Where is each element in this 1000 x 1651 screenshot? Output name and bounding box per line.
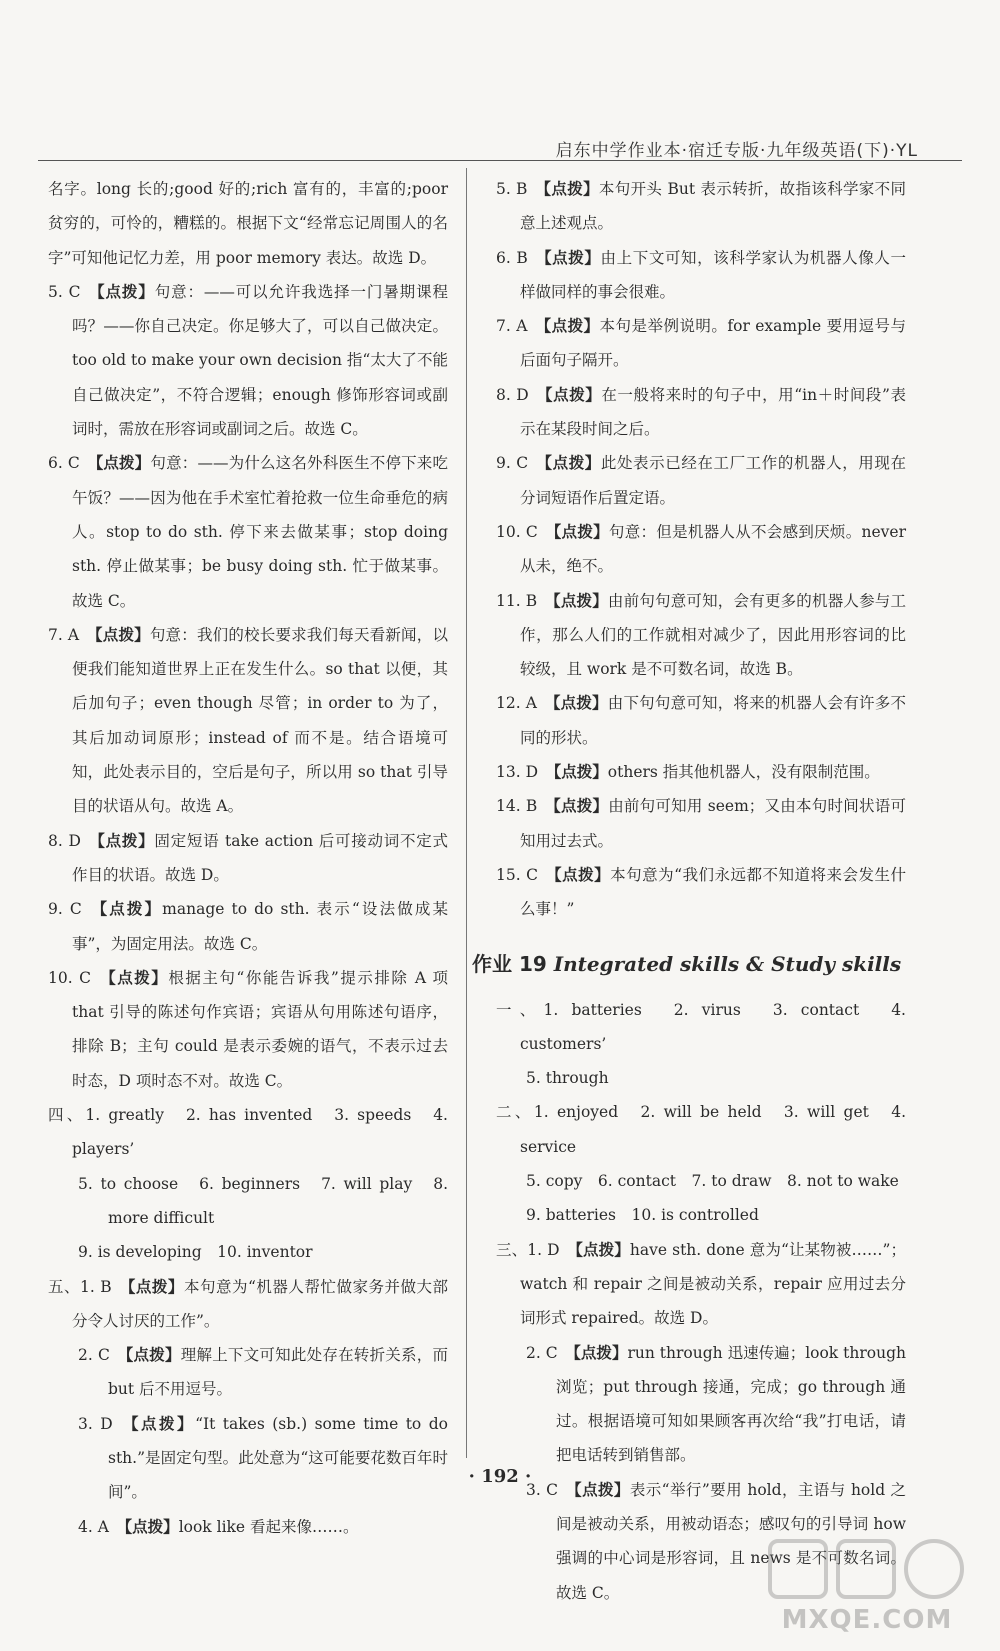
answer-item (496, 241, 906, 310)
hint-tag: 【点拨】 (567, 1240, 630, 1259)
answer-text: 本句意为“机器人帮忙做家务并做大部分令人讨厌的工作”。 (72, 1277, 448, 1330)
answer-number: 2. C (78, 1346, 110, 1365)
hint-tag: 【点拨】 (98, 968, 169, 987)
answer-item (496, 1164, 906, 1198)
answer-number: 7. A (48, 625, 80, 644)
answer-item (496, 993, 906, 1062)
answer-text: 句意：——为什么这名外科医生不停下来吃午饭？——因为他在手术室忙着抢救一位生命垂危的病人。stop to do sth. 停下来去做某事；stop doing sth. 停止做某事；be busy doing sth. 忙于做某事。故选 C。 (72, 454, 448, 610)
answer-item (496, 1061, 906, 1095)
answer-text: 表示“举行”要用 hold，主语与 hold 之间是被动关系，用被动语态；感叹句的引导词 how 强调的中心词是形容词，且 news 是不可数名词。故选 C。 (556, 1480, 906, 1602)
answer-text: 理解上下文可知此处存在转折关系，而 but 后不用逗号。 (108, 1346, 448, 1399)
answer-text: 由上下文可知，该科学家认为机器人像人一样做同样的事会很难。 (520, 248, 906, 301)
answer-number: 6. B (496, 248, 528, 267)
answer-number: 2. C (526, 1343, 558, 1362)
answer-item (496, 1336, 906, 1473)
hint-tag: 【点拨】 (536, 385, 602, 404)
answer-item (48, 1235, 448, 1269)
hint-tag: 【点拨】 (545, 865, 611, 884)
answer-number: 五、1. B (48, 1277, 112, 1296)
section-title (472, 949, 906, 979)
answer-text: 一、1. batteries 2. virus 3. contact 4. customers’ (496, 1000, 906, 1053)
hint-tag: 【点拨】 (89, 900, 163, 919)
answer-text: others 指其他机器人，没有限制范围。 (607, 763, 880, 782)
answer-item (496, 1095, 906, 1164)
answer-item (48, 275, 448, 446)
answer-item (48, 446, 448, 617)
left-column (48, 172, 448, 1544)
hint-tag: 【点拨】 (545, 522, 609, 541)
answer-text: run through 迅速传遍；look through 浏览；put through 接通，完成；go through 通过。根据语境可知如果顾客再次给“我”打电话，请把电话转到销售部。 (556, 1343, 906, 1465)
hint-tag: 【点拨】 (565, 1343, 628, 1362)
answer-text: 根据主句“你能告诉我”提示排除 A 项 that 引导的陈述句作宾语；宾语从句用陈述句语序，排除 B；主句 could 是表示委婉的语气，不表示过去时态，D 项时态不对。故选 C。 (72, 968, 448, 1090)
answer-text: 固定短语 take action 后可接动词不定式作目的状语。故选 D。 (72, 831, 448, 884)
answer-number: 8. D (496, 385, 529, 404)
answer-text: 5. to choose 6. beginners 7. will play 8. more difficult (78, 1174, 448, 1227)
answer-text: 二、1. enjoyed 2. will be held 3. will get 4. service (496, 1103, 906, 1156)
hint-tag: 【点拨】 (88, 282, 155, 301)
answer-item (48, 1510, 448, 1544)
section-heading: Integrated skills & Study skills (553, 951, 902, 976)
section-number: 作业 19 (472, 951, 547, 976)
watermark-text: MXQE.COM (781, 1605, 953, 1635)
answer-number: 10. C (48, 968, 91, 987)
answer-item (48, 1098, 448, 1167)
answer-text: 名字。long 长的;good 好的;rich 富有的，丰富的;poor 贫穷的，可怜的，糟糕的。根据下文“经常忘记周围人的名字”可知他记忆力差，用 poor memory 表达。故选 D。 (48, 180, 448, 267)
answer-text: “It takes (sb.) some time to do sth.”是固定句型。此处意为“这可能要花数百年时间”。 (108, 1414, 448, 1502)
answer-number: 4. A (78, 1517, 109, 1536)
page-header: 启东中学作业本·宿迁专版·九年级英语(下)·YL (555, 141, 918, 161)
answer-text: 本句意为“我们永远都不知道将来会发生什么事！” (520, 865, 906, 919)
answer-text: 在一般将来时的句子中，用“in＋时间段”表示在某段时间之后。 (520, 385, 906, 439)
answer-item (496, 172, 906, 241)
answer-text: 句意：我们的校长要求我们每天看新闻，以便我们能知道世界上正在发生什么。so that 以便，其后加句子；even though 尽管；in order to 为了，其后加动词原形；instead of 而不是。结合语境可知，此处表示目的，空后是句子，所以用 so that 引导目的状语从句。故选 A。 (72, 625, 448, 816)
answer-text: 由前句句意可知，会有更多的机器人参与工作，那么人们的工作就相对减少了，因此用形容词的比较级，且 work 是不可数名词，故选 B。 (520, 591, 906, 679)
answer-item (48, 1270, 448, 1339)
answer-text: 5. through (526, 1069, 609, 1088)
hint-tag: 【点拨】 (545, 763, 608, 782)
answer-item (48, 961, 448, 1098)
answer-number: 14. B (496, 797, 538, 816)
answer-item (496, 309, 906, 378)
hint-tag: 【点拨】 (120, 1414, 196, 1433)
hint-tag: 【点拨】 (544, 591, 608, 610)
hint-tag: 【点拨】 (565, 1480, 630, 1499)
answer-number: 7. A (496, 317, 528, 336)
answer-item (48, 1407, 448, 1510)
answer-number: 9. C (496, 454, 529, 473)
answer-item (496, 755, 906, 789)
answer-item (496, 1233, 906, 1336)
answer-text: manage to do sth. 表示“设法做成某事”，为固定用法。故选 C。 (72, 900, 448, 953)
hint-tag: 【点拨】 (116, 1517, 179, 1536)
hint-tag: 【点拨】 (544, 694, 608, 713)
hint-tag: 【点拨】 (119, 1277, 184, 1296)
hint-tag: 【点拨】 (535, 248, 601, 267)
answer-number: 三、1. D (496, 1240, 560, 1259)
answer-text: 句意：但是机器人从不会感到厌烦。never 从未，绝不。 (520, 522, 906, 576)
answer-item (48, 892, 448, 961)
answer-number: 12. A (496, 694, 537, 713)
answer-item (496, 584, 906, 687)
answer-number: 8. D (48, 831, 81, 850)
answer-text: look like 看起来像……。 (178, 1517, 359, 1536)
answer-item (48, 1338, 448, 1407)
answer-item (496, 1198, 906, 1232)
answer-number: 10. C (496, 522, 538, 541)
page-number: · 192 · (468, 1466, 532, 1487)
answer-item (496, 789, 906, 858)
answer-number: 3. D (78, 1414, 113, 1433)
answer-number: 11. B (496, 591, 538, 610)
answer-item (496, 686, 906, 755)
answer-number: 5. B (496, 180, 528, 198)
column-divider (466, 168, 467, 1458)
answer-number: 5. C (48, 282, 81, 301)
hint-tag: 【点拨】 (117, 1346, 181, 1365)
watermark-logo-icon (762, 1535, 972, 1605)
answer-number: 13. D (496, 763, 539, 782)
answer-item (48, 618, 448, 824)
answer-number: 6. C (48, 454, 80, 473)
header-rule (38, 160, 962, 161)
answer-text: 5. copy 6. contact 7. to draw 8. not to wake (526, 1172, 899, 1191)
answer-number: 9. C (48, 900, 82, 919)
answer-text: have sth. done 意为“让某物被……”；watch 和 repair 之间是被动关系，repair 应用过去分词形式 repaired。故选 D。 (520, 1240, 906, 1328)
answer-text: 9. is developing 10. inventor (78, 1243, 313, 1262)
hint-tag: 【点拨】 (87, 454, 151, 473)
answer-text: 四、1. greatly 2. has invented 3. speeds 4. players’ (48, 1106, 448, 1159)
answer-text: 9. batteries 10. is controlled (526, 1206, 759, 1225)
watermark (762, 1535, 972, 1635)
right-column (472, 172, 906, 1610)
answer-text: 本句是举例说明。for example 要用逗号与后面句子隔开。 (520, 317, 906, 370)
answer-item (496, 858, 906, 927)
answer-text: 由下句句意可知，将来的机器人会有许多不同的形状。 (520, 694, 906, 747)
answer-item (496, 446, 906, 515)
hint-tag: 【点拨】 (86, 625, 150, 644)
answer-item (496, 378, 906, 447)
hint-tag: 【点拨】 (544, 797, 609, 816)
answer-number: 3. C (526, 1480, 558, 1499)
answer-number: 15. C (496, 865, 538, 884)
answer-item (48, 1167, 448, 1236)
answer-item (48, 824, 448, 893)
answer-text: 由前句可知用 seem；又由本句时间状语可知用过去式。 (520, 797, 906, 850)
hint-tag: 【点拨】 (88, 831, 155, 850)
hint-tag: 【点拨】 (535, 180, 599, 198)
answer-item (496, 515, 906, 584)
answer-text: 本句开头 But 表示转折，故指该科学家不同意上述观点。 (520, 180, 906, 233)
hint-tag: 【点拨】 (535, 454, 601, 473)
answer-text: 此处表示已经在工厂工作的机器人，用现在分词短语作后置定语。 (520, 454, 906, 507)
answer-text: 句意：——可以允许我选择一门暑期课程吗？——你自己决定。你足够大了，可以自己做决定。too old to make your own decision 指“太大了不能自己做决定”，不符合逻辑；enough 修饰形容词或副词时，需放在形容词或副词之后。故选 C。 (72, 282, 448, 439)
answer-item (48, 172, 448, 275)
hint-tag: 【点拨】 (535, 317, 600, 336)
